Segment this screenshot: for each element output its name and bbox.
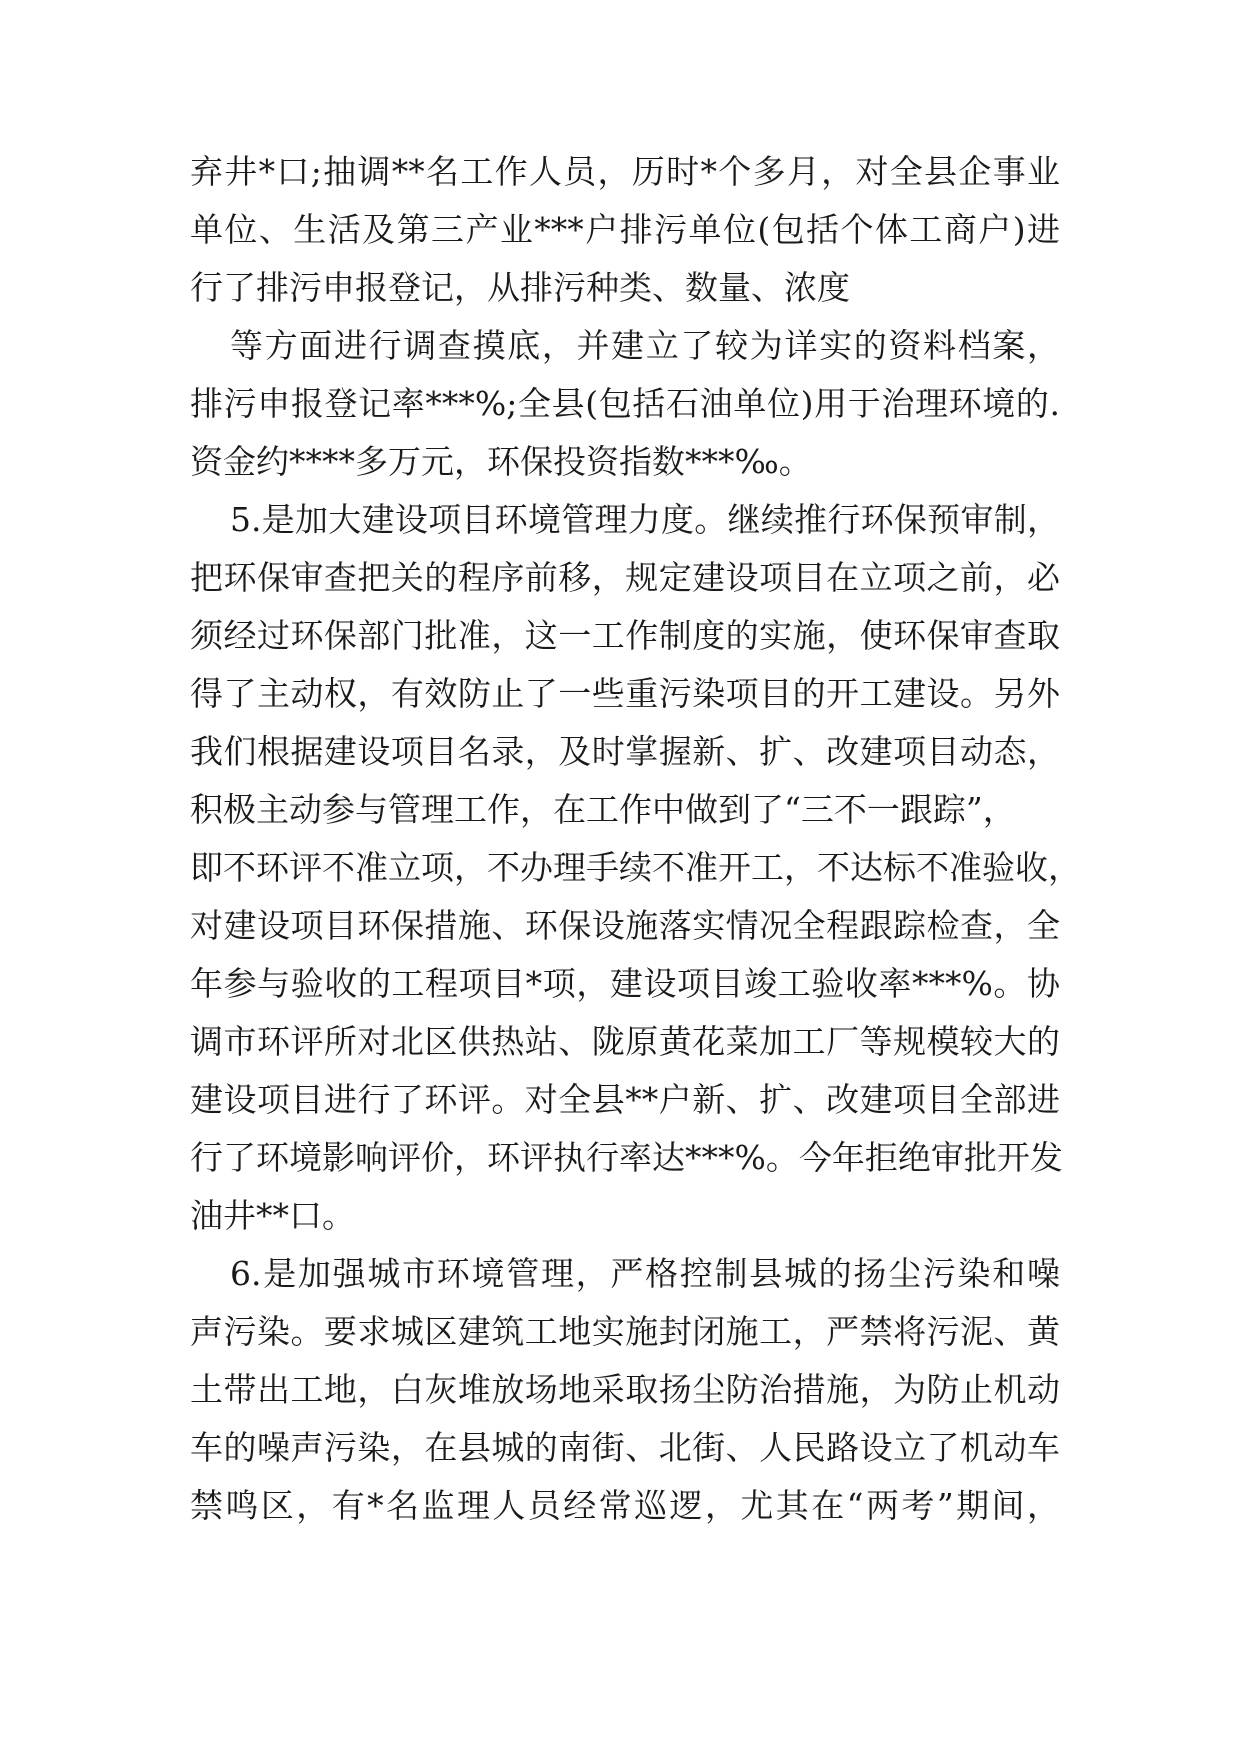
text-line-17: 建设项目进行了环评。对全县**户新、扩、改建项目全部进 [190,1080,1060,1119]
text-line-5: 排污申报登记率***%;全县(包括石油单位)用于治理环境的. [190,384,1060,423]
text-line-14: 对建设项目环保措施、环保设施落实情况全程跟踪检查，全 [190,906,1060,945]
text-line-13: 即不环评不准立项，不办理手续不准开工，不达标不准验收， [190,848,1081,887]
text-line-7: 5.是加大建设项目环境管理力度。继续推行环保预审制， [230,500,1060,539]
text-line-23: 车的噪声污染，在县城的南街、北街、人民路设立了机动车 [190,1428,1060,1467]
text-line-20: 6.是加强城市环境管理，严格控制县城的扬尘污染和噪 [230,1254,1060,1293]
text-line-4: 等方面进行调查摸底，并建立了较为详实的资料档案， [230,326,1060,365]
text-line-3: 行了排污申报登记，从排污种类、数量、浓度 [190,268,850,307]
text-line-8: 把环保审查把关的程序前移，规定建设项目在立项之前，必 [190,558,1060,597]
text-line-21: 声污染。要求城区建筑工地实施封闭施工，严禁将污泥、黄 [190,1312,1060,1351]
text-line-10: 得了主动权，有效防止了一些重污染项目的开工建设。另外 [190,674,1060,713]
text-line-6: 资金约****多万元，环保投资指数***‰。 [190,442,812,481]
text-line-11: 我们根据建设项目名录，及时掌握新、扩、改建项目动态， [190,732,1060,771]
text-line-15: 年参与验收的工程项目*项，建设项目竣工验收率***%。协 [190,964,1060,1003]
text-line-18: 行了环境影响评价，环评执行率达***%。今年拒绝审批开发 [190,1138,1063,1177]
text-line-22: 土带出工地，白灰堆放场地采取扬尘防治措施，为防止机动 [190,1370,1060,1409]
text-line-19: 油井**口。 [190,1196,355,1235]
text-line-16: 调市环评所对北区供热站、陇原黄花菜加工厂等规模较大的 [190,1022,1060,1061]
text-line-2: 单位、生活及第三产业***户排污单位(包括个体工商户)进 [190,210,1060,249]
text-line-1: 弃井*口;抽调**名工作人员，历时*个多月，对全县企事业 [190,152,1060,191]
text-line-12: 积极主动参与管理工作，在工作中做到了“三不一跟踪”， [190,790,1016,829]
text-line-24: 禁鸣区，有*名监理人员经常巡逻，尤其在“两考”期间， [190,1486,1060,1525]
text-line-9: 须经过环保部门批准，这一工作制度的实施，使环保审查取 [190,616,1060,655]
